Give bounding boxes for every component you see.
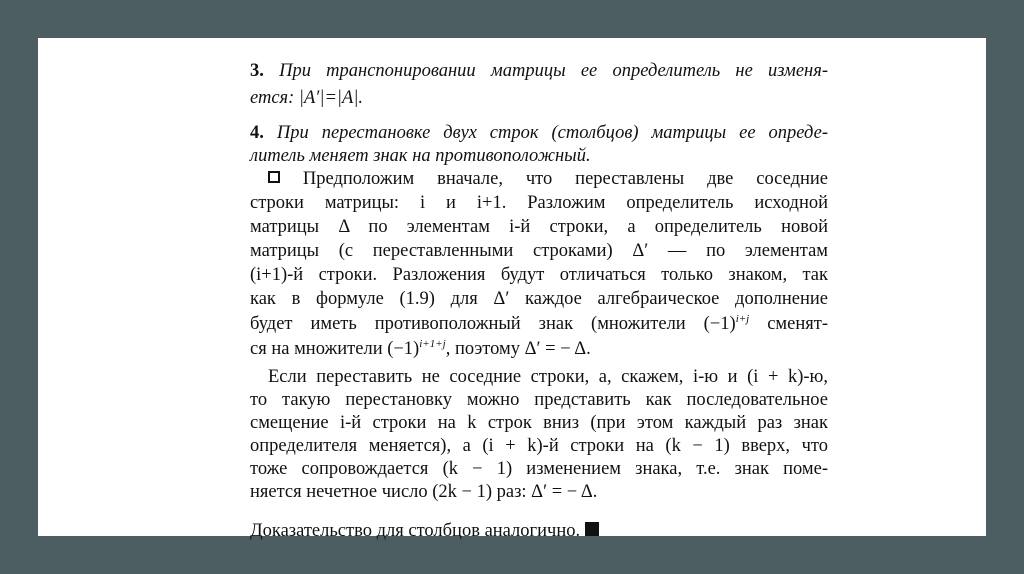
qed-square-icon — [585, 522, 599, 536]
para2-line-2: то такую перестановку можно представить как последовательное — [250, 390, 828, 410]
para2-line-3: смещение i-й строки на k строк вниз (при этом каждый раз знак — [250, 413, 828, 433]
conclusion-line — [250, 522, 599, 541]
slide-frame — [38, 38, 986, 541]
proof-text-7a: будет иметь противоположный знак (множители (−1) — [250, 314, 736, 334]
proof-line-6: как в формуле (1.9) для Δ′ каждое алгебраическое дополнение — [250, 289, 828, 309]
prop4-text: При перестановке двух строк (столбцов) матрицы ее опреде- — [276, 123, 829, 143]
proof-text-8b: , поэтому Δ′ = − Δ. — [445, 339, 591, 359]
para2-line-6: няется нечетное число (2k − 1) раз: Δ′ = − Δ. — [250, 482, 598, 502]
para2-line-1: Если переставить не соседние строки, а, скажем, i-ю и (i + k)-ю, — [268, 367, 828, 387]
prop3-line2: ется: |A′|=|A|. — [250, 88, 364, 108]
proof-text-8a: ся на множители (−1) — [250, 339, 420, 359]
proof-line-2: строки матрицы: i и i+1. Разложим определитель исходной — [250, 193, 828, 213]
proof-line-7 — [250, 314, 828, 334]
prop3-number: 3. — [250, 61, 264, 81]
para2-line-5: тоже сопровождается (k − 1) изменением знака, т.е. знак поме- — [250, 459, 828, 479]
conclusion-text: Доказательство для столбцов аналогично. — [250, 521, 581, 541]
prop3-text: При транспонировании матрицы ее определитель не изменя- — [279, 61, 828, 81]
proof-sup-2: i+1+j — [419, 338, 446, 350]
para2-line-4: определителя меняется), а (i + k)-й строки на (k − 1) вверх, что — [250, 436, 828, 456]
proof-start-square-icon — [268, 171, 280, 183]
proof-line-8 — [250, 339, 591, 359]
proof-text-1: Предположим вначале, что переставлены две соседние — [302, 169, 828, 189]
prop4-line2: литель меняет знак на противоположный. — [250, 146, 591, 166]
proof-sup-1: i+j — [735, 313, 750, 325]
prop4-number: 4. — [250, 123, 264, 143]
prop3-line1 — [250, 62, 828, 81]
proof-text-7b: сменят- — [749, 314, 828, 334]
prop4-line1 — [250, 124, 828, 143]
proof-line-3: матрицы Δ по элементам i-й строки, а определитель новой — [250, 217, 828, 237]
proof-line-1 — [268, 170, 828, 189]
proof-line-4: матрицы (с переставленными строками) Δ′ — по элементам — [250, 241, 828, 261]
proof-line-5: (i+1)-й строки. Разложения будут отличаться только знаком, так — [250, 265, 828, 285]
